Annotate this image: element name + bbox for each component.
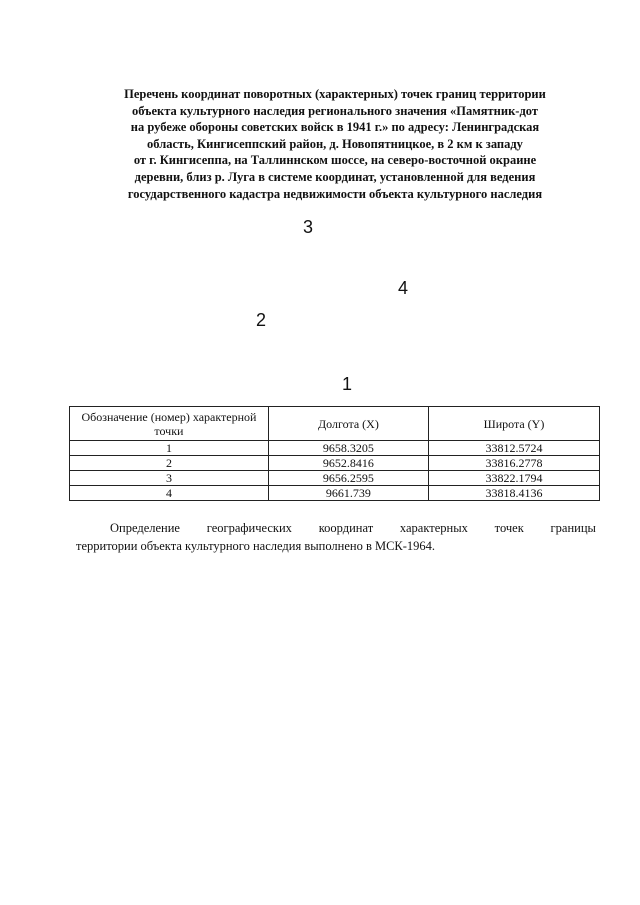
latitude-cell: 33816.2778 [428,456,599,471]
header-latitude: Широта (Y) [428,407,599,441]
point-number-cell: 2 [70,456,269,471]
latitude-cell: 33818.4136 [428,486,599,501]
coordinate-system-note [76,519,596,555]
note-word: точек [494,521,524,535]
title-line: деревни, близ р. Луга в системе координат, установленной для ведения [134,169,536,184]
coordinates-table [69,406,600,501]
table-row [70,471,600,486]
scheme-point-1-label: 1 [342,374,353,394]
table-header-row [70,407,600,441]
point-number-cell: 1 [70,441,269,456]
longitude-cell: 9661.739 [268,486,428,501]
header-point-number: Обозначение (номер) характерной точки [70,407,269,441]
document-title [70,86,600,202]
note-word: координат [318,521,374,535]
table-row [70,441,600,456]
table-row [70,486,600,501]
longitude-cell: 9656.2595 [268,471,428,486]
title-line: Перечень координат поворотных (характерных) точек границ территории [124,87,546,101]
header-longitude: Долгота (X) [268,407,428,441]
longitude-cell: 9658.3205 [268,441,428,456]
latitude-cell: 33822.1794 [428,471,599,486]
point-number-cell: 4 [70,486,269,501]
longitude-cell: 9652.8416 [268,456,428,471]
note-second-line: территории объекта культурного наследия выполнено в МСК-1964. [76,539,436,553]
note-word: характерных [399,521,468,535]
note-word: границы [550,521,596,535]
scheme-point-2-label: 2 [256,310,267,330]
point-number-cell: 3 [70,471,269,486]
scheme-point-3-label: 3 [303,217,314,237]
title-line: область, Кингисеппский район, д. Новопятницкое, в 2 км к западу [147,136,523,151]
scheme-point-4-label: 4 [398,278,409,298]
title-line: от г. Кингисеппа, на Таллиннском шоссе, на северо-восточной окраине [133,153,537,168]
title-line: на рубеже обороны советских войск в 1941 г.» по адресу: Ленинградская [130,120,540,135]
latitude-cell: 33812.5724 [428,441,599,456]
table-row [70,456,600,471]
title-line: объекта культурного наследия регионального значения «Памятник-дот [131,103,538,118]
note-word: Определение [110,521,180,535]
note-first-line [76,519,596,537]
note-word: географических [206,521,292,535]
title-line: государственного кадастра недвижимости объекта культурного наследия [127,186,543,201]
